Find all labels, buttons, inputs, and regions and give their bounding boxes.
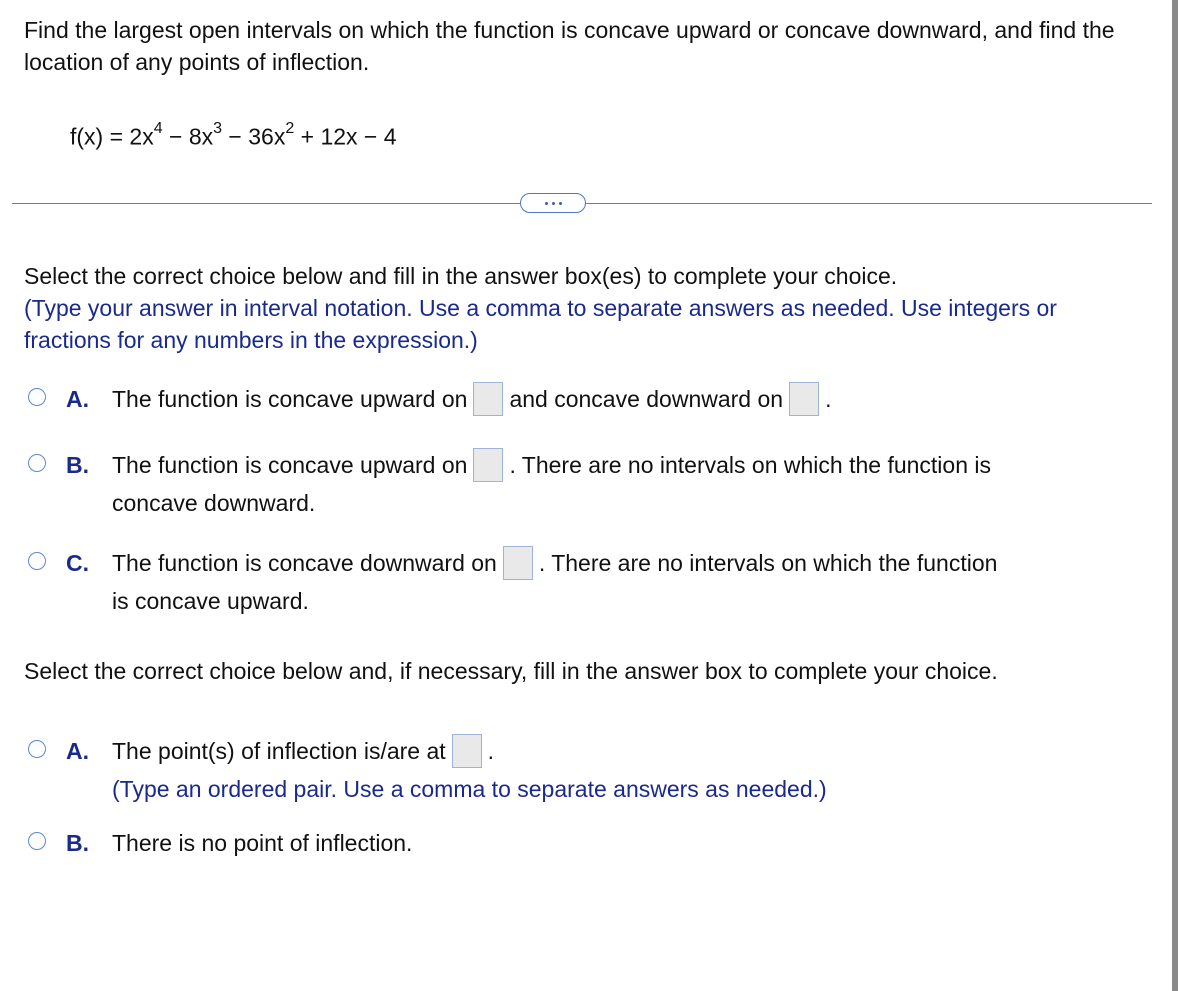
- choice-text-part: .: [825, 386, 832, 412]
- formula-exponent: 2: [285, 120, 295, 137]
- formula-exponent: 3: [213, 120, 223, 137]
- choice-text: [112, 544, 997, 582]
- ellipsis-icon: [559, 202, 562, 205]
- answer-box[interactable]: [789, 382, 819, 416]
- question-text: Find the largest open intervals on which the function is concave upward or concave downward, and find the location of any points of inflection.: [24, 17, 1115, 75]
- formula-part: − 36x: [222, 123, 286, 150]
- choice-text-part: .: [487, 738, 495, 764]
- choice-text-part: . There are no intervals on which the function: [538, 550, 998, 576]
- choice-text-continued: is concave upward.: [112, 588, 309, 614]
- choice-letter: B.: [66, 830, 89, 856]
- choice-letter: B.: [66, 452, 89, 478]
- answer-box[interactable]: [473, 448, 503, 482]
- formula-part: + 12x − 4: [294, 123, 397, 150]
- formula-part: − 8x: [162, 123, 214, 150]
- part1-hint: (Type your answer in interval notation. Use a comma to separate answers as needed. Use integers or fractions for any numbers in the expression.): [24, 295, 1057, 353]
- show-more-button[interactable]: [520, 193, 586, 213]
- choice-text: There is no point of inflection.: [112, 830, 413, 856]
- part1-prompt: Select the correct choice below and fill in the answer box(es) to complete your choice.: [24, 263, 898, 289]
- ellipsis-icon: [552, 202, 555, 205]
- radio-button[interactable]: [28, 552, 46, 570]
- choice-letter: A.: [66, 738, 89, 764]
- choice-text-part: and concave downward on: [509, 386, 784, 412]
- radio-button[interactable]: [28, 832, 46, 850]
- formula-exponent: 4: [153, 120, 163, 137]
- radio-button[interactable]: [28, 388, 46, 406]
- choice-text: [112, 732, 494, 770]
- choice-text-part: The function is concave upward on: [112, 386, 468, 412]
- choice-letter: C.: [66, 550, 89, 576]
- choice-text: [112, 380, 831, 418]
- answer-box[interactable]: [473, 382, 503, 416]
- choice-text-part: The function is concave downward on: [112, 550, 497, 576]
- choice-text-part: . There are no intervals on which the function is: [509, 452, 991, 478]
- function-formula: [70, 116, 397, 153]
- page-right-border: [1172, 0, 1178, 991]
- choice-hint: (Type an ordered pair. Use a comma to separate answers as needed.): [112, 776, 827, 802]
- ellipsis-icon: [545, 202, 548, 205]
- answer-box[interactable]: [503, 546, 533, 580]
- answer-box[interactable]: [452, 734, 482, 768]
- choice-text-continued: concave downward.: [112, 490, 316, 516]
- radio-button[interactable]: [28, 740, 46, 758]
- part2-prompt: Select the correct choice below and, if necessary, fill in the answer box to complete your choice.: [24, 658, 998, 684]
- choice-text-part: The point(s) of inflection is/are at: [112, 738, 446, 764]
- formula-part: f(x) = 2x: [70, 123, 154, 150]
- choice-text: [112, 446, 991, 484]
- choice-letter: A.: [66, 386, 89, 412]
- choice-text-part: The function is concave upward on: [112, 452, 468, 478]
- radio-button[interactable]: [28, 454, 46, 472]
